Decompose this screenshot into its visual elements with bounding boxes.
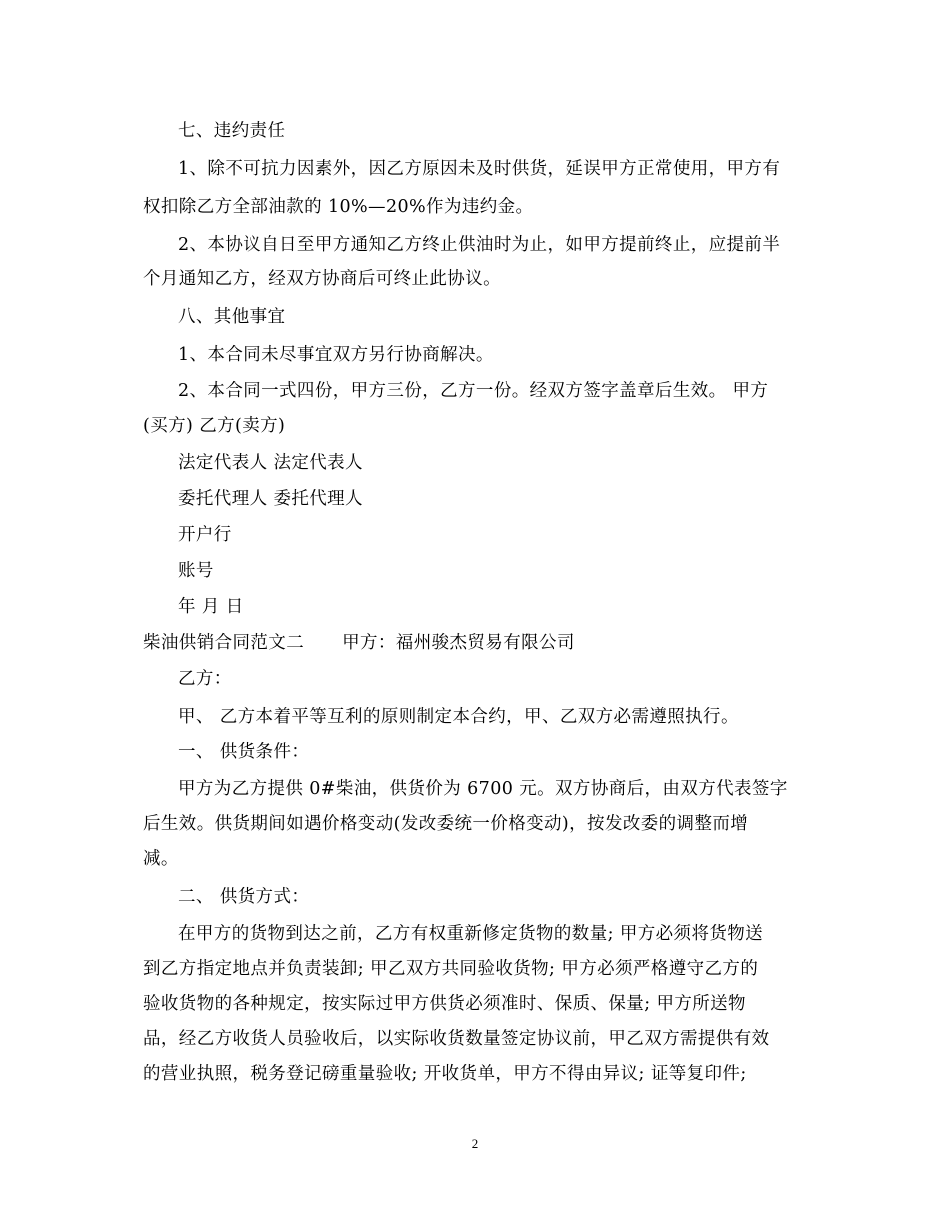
paragraph-line: 后生效。供货期间如遇价格变动(发改委统一价格变动)，按发改委的调整而增 [143,814,749,834]
paragraph-line: 个月通知乙方，经双方协商后可终止此协议。 [143,269,501,289]
signature-line-agent: 委托代理人 委托代理人 [178,489,363,509]
signature-line-account: 账号 [178,561,214,581]
paragraph-line: 2、本合同一式四份，甲方三份，乙方一份。经双方签字盖章后生效。 甲方 [178,381,769,401]
section-heading-2: 二、 供货方式： [178,887,310,907]
signature-line-date: 年 月 日 [178,597,244,617]
document-title-line [143,632,823,654]
section-heading-8: 八、其他事宜 [178,307,286,327]
party-a: 甲方：福州骏杰贸易有限公司 [342,633,575,653]
paragraph-line: 品，经乙方收货人员验收后，以实际收货数量签定协议前，甲乙双方需提供有效 [143,1029,770,1049]
paragraph-line: 到乙方指定地点并负责装卸; 甲乙双方共同验收货物; 甲方必须严格遵守乙方的 [143,959,759,979]
page-number: 2 [471,1136,479,1151]
paragraph-line: 在甲方的货物到达之前，乙方有权重新修定货物的数量; 甲方必须将货物送 [178,924,764,944]
signature-line-bank: 开户行 [178,525,232,545]
paragraph-line: 1、除不可抗力因素外，因乙方原因未及时供货，延误甲方正常使用，甲方有 [178,159,781,179]
paragraph-line: 减。 [143,849,179,869]
paragraph-line: 甲方为乙方提供 0#柴油，供货价为 6700 元。双方协商后，由双方代表签字 [178,779,788,799]
paragraph-line: (买方) 乙方(卖方) [143,416,286,436]
paragraph-line: 1、本合同未尽事宜双方另行协商解决。 [178,345,494,365]
signature-line-legal-rep: 法定代表人 法定代表人 [178,453,363,473]
paragraph-line: 验收货物的各种规定，按实际过甲方供货必须准时、保质、保量; 甲方所送物 [143,994,746,1014]
paragraph-line: 2、本协议自日至甲方通知乙方终止供油时为止，如甲方提前终止，应提前半 [178,235,781,255]
paragraph-line: 权扣除乙方全部油款的 10%—20%作为违约金。 [143,197,534,217]
paragraph-line: 的营业执照，税务登记磅重量验收; 开收货单，甲方不得由异议; 证等复印件; [143,1064,747,1084]
section-heading-1: 一、 供货条件： [178,742,310,762]
section-heading-7: 七、违约责任 [178,121,286,141]
party-b: 乙方： [178,669,232,689]
paragraph-line: 甲、 乙方本着平等互利的原则制定本合约，甲、乙双方必需遵照执行。 [178,707,739,727]
document-title: 柴油供销合同范文二 [143,633,305,653]
